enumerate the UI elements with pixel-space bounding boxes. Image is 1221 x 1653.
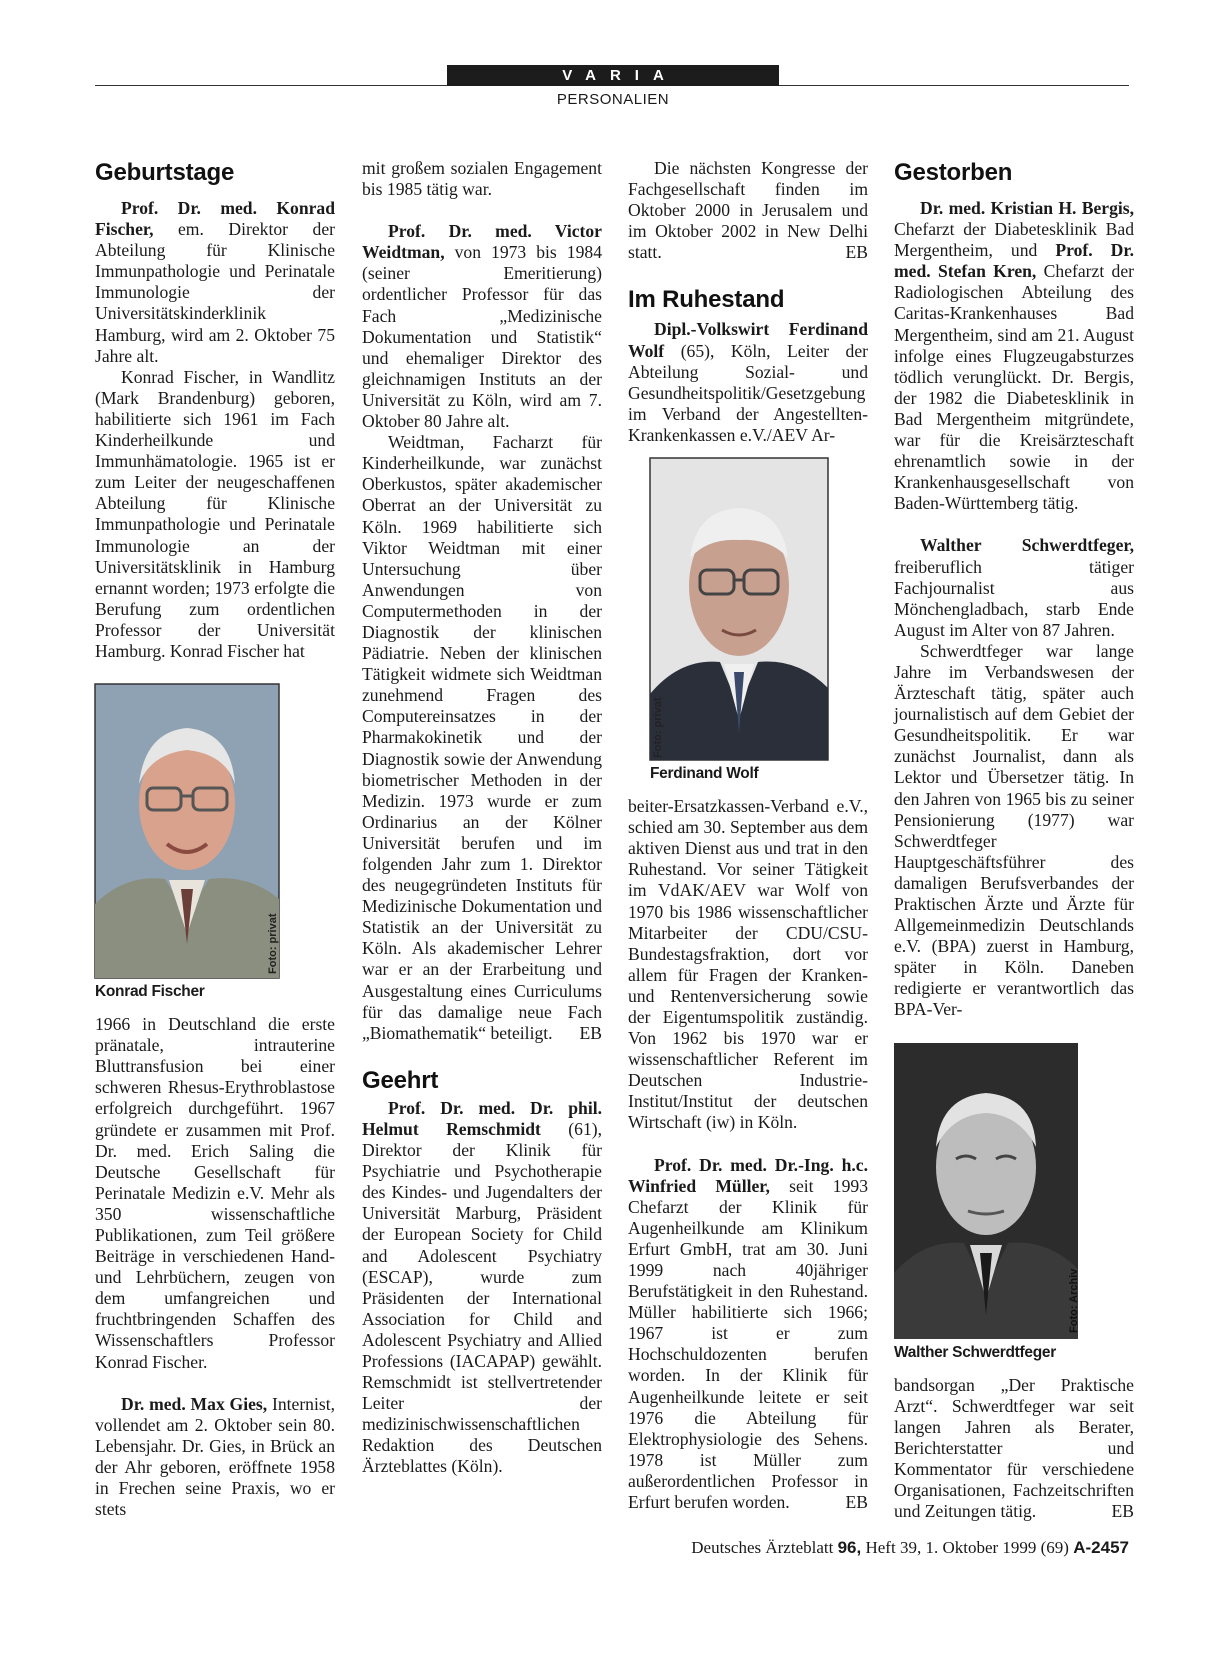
text-gies-1: Internist, vollendet am 2. Oktober sein 80. Lebensjahr. Dr. Gies, in Brück an der Ahr geboren, eröffnete 1958 in Frechen seine Praxis, wo er stets: [95, 1393, 335, 1520]
person-name-mueller: Prof. Dr. med. Dr.-Ing. h.c. Winfried Müller,: [628, 1154, 868, 1196]
text-mueller-1: seit 1993 Chefarzt der Klinik für Augenheilkunde am Klinikum Erfurt GmbH, trat am 30. Juni 1999 nach 40jähriger Berufstätigkeit in den Ruhestand. Müller habilitierte sich 1966; 1967 ist er zum Hochschuldozenten berufen worden. In der Klinik für Augenheilkunde leitete er seit 1976 die Abteilung für Elektrophysiologie des Sehens. 1978 ist Müller zum außerordentlichen Professor in Erfurt berufen worden.: [628, 1175, 868, 1513]
paragraph-fischer-bio: Konrad Fischer, in Wandlitz (Mark Brandenburg) geboren, habilitierte sich 1961 im Fach Kinderheilkunde und Immunhämatologie. 1965 ist er zum Leiter der neugeschaffenen Abteilung für Klinische Immunpathologie und Perinatale Immunologie an der Universitätsklinik in Hamburg ernannt worden; 1973 erfolgte die Berufung zum ordentlichen Professor der Universität Hamburg. Konrad Fischer hat: [95, 366, 335, 661]
photo-credit: Foto: privat: [267, 913, 279, 975]
author-signature: EB: [845, 242, 868, 263]
journal-issue: Heft 39, 1. Oktober 1999 (69): [861, 1538, 1074, 1557]
paragraph-gies: [95, 1394, 335, 1521]
page-number: A-2457: [1073, 1538, 1129, 1557]
paragraph-kongresse: [628, 158, 868, 263]
photo-credit: Foto: privat: [652, 697, 664, 759]
text-fischer-1: em. Direktor der Abteilung für Klinische Immunpathologie und Perinatale Immunologie der Universitätskinderklinik Hamburg, wird am 2. Oktober 75 Jahre alt.: [95, 219, 335, 366]
paragraph-weidtman-bio: [362, 432, 602, 1044]
text-schwerdtfeger-3: bandsorgan „Der Praktische Arzt“. Schwerdtfeger war seit langen Jahren als Berater, Berichterstatter und Kommentator für verschiedene Organisationen, Fachzeitschriften und Zeitungen tätig.: [894, 1374, 1134, 1522]
photo-caption: Ferdinand Wolf: [650, 765, 759, 783]
text-wolf-1: (65), Köln, Leiter der Abteilung Sozial- und Gesundheitspolitik/Gesetzgebung im Verband der Angestellten-Krankenkassen e.V./AEV Ar-: [628, 340, 868, 445]
photo-credit: Foto: Archiv: [1068, 1268, 1080, 1333]
paragraph-bergis-kren: [894, 198, 1134, 514]
text-schwerdtfeger-1: freiberuflich tätiger Fachjournalist aus Mönchengladbach, starb Ende August im Alter von 87 Jahren.: [894, 556, 1134, 640]
person-name-bergis: Dr. med. Kristian H. Bergis,: [920, 198, 1134, 218]
person-name-wolf: Dipl.-Volkswirt Ferdinand Wolf: [628, 319, 868, 361]
heading-im-ruhestand: Im Ruhestand: [628, 286, 785, 314]
person-name-schwerdtfeger: Walther Schwerdtfeger,: [920, 535, 1134, 556]
person-name-gies: Dr. med. Max Gies,: [121, 1393, 268, 1414]
paragraph-wolf-cont: beiter-Ersatzkassen-Verband e.V., schied am 30. September aus dem aktiven Dienst aus und trat in den Ruhestand. Vor seiner Tätigkeit im VdAK/AEV war Wolf von 1970 bis 1986 wissenschaftlicher Mitarbeiter der CDU/CSU-Bundestagsfraktion, dort vor allem für Fragen der Kranken- und Rentenversicherung sowie der Eigentumspolitik zuständig. Von 1962 bis 1970 war er wissenschaftlicher Referent im Deutschen Industrie-Institut/Institut der deutschen Wirtschaft (iw) in Köln.: [628, 796, 868, 1133]
person-name-fischer: Prof. Dr. med. Konrad Fischer,: [95, 198, 335, 240]
column-4: [894, 158, 1134, 1522]
text-kongresse: Die nächsten Kongresse der Fachgesellschaft finden im Oktober 2000 in Jerusalem und im Oktober 2002 in New Delhi statt.: [628, 158, 868, 263]
page-footer: [691, 1538, 1129, 1558]
text-weidtman-2: Weidtman, Facharzt für Kinderheilkunde, war zunächst Oberkustos, später akademischer Oberrat an der Universität zu Köln. 1969 habilitierte sich Viktor Weidtman mit einer Untersuchung über Anwendungen von Computermethoden in der Diagnostik der klinischen Pädiatrie. Neben der klinischen Tätigkeit widmete sich Weidtman zunehmend Fragen des Computereinsatzes in der Pharmakokinetik und der Diagnostik sowie der Anwendung biometrischer Methoden in der Medizin. 1973 wurde er zum Ordinarius an der Kölner Universität berufen und im folgenden Jahr zum 1. Direktor des neugegründeten Instituts für Medizinische Dokumentation und Statistik an der Universität zu Köln. Als akademischer Lehrer war er an der Erarbeitung und Ausgestaltung eines Curriculums für das damalige neue Fach „Biomathematik“ beteiligt.: [362, 432, 602, 1043]
heading-geburtstage: Geburtstage: [95, 159, 235, 186]
column-2: [362, 158, 602, 1478]
text-bergis-1: Chefarzt der Diabetesklinik Bad Mergentheim, und: [894, 219, 1134, 261]
paragraph-mueller: [628, 1155, 868, 1514]
photo-caption: Walther Schwerdtfeger: [894, 1343, 1056, 1361]
text-bergis-2: Chefarzt der Radiologischen Abteilung des Caritas-Krankenhauses Bad Mergentheim, sind am 21. August infolge eines Flugzeugabsturzes tödlich verunglückt. Dr. Bergis, der 1982 die Diabetesklinik in Bad Mergentheim mitgründete, war für die Kreisärzteschaft ehrenamtlich sowie in der Krankenhausgesellschaft von Baden-Württemberg tätig.: [894, 261, 1134, 514]
journal-name: Deutsches Ärzteblatt: [691, 1538, 838, 1557]
photo-ferdinand-wolf: [650, 458, 828, 760]
section-label: VARIA: [447, 65, 779, 86]
paragraph-fischer-cont: 1966 in Deutschland die erste pränatale, intrauterine Bluttransfusion bei einer schweren Rhesus-Erythroblastose erfolgreich durchgeführt. 1967 gründete er zusammen mit Prof. Dr. med. Erich Saling die Deutsche Gesellschaft für Perinatale Medizin e.V. Mehr als 350 wissenschaftliche Publikationen, zum Teil größere Beiträge in verschiedenen Hand- und Lehrbüchern, zeugen von dem umfangreichen und fruchtbringenden Schaffen des Wissenschaftlers Professor Konrad Fischer.: [95, 1014, 335, 1372]
person-name-weidtman: Prof. Dr. med. Victor Weidtman,: [362, 221, 602, 263]
text-remschmidt-1: (61), Direktor der Klinik für Psychiatrie und Psychotherapie des Kindes- und Jugendalters der Universität Marburg, Präsident der European Society for Child and Adolescent Psychiatry (ESCAP), wurde zum Präsidenten der International Association for Child and Adolescent Psychiatry and Allied Professions (IACAPAP) gewählt. Remschmidt ist stellvertretender Leiter der medizinischwissenschaftlichen Redaktion des Deutschen Ärzteblattes (Köln).: [362, 1118, 602, 1477]
heading-geehrt: Geehrt: [362, 1066, 439, 1094]
portrait-image: [894, 1043, 1078, 1339]
paragraph-schwerdtfeger-cont: [894, 1375, 1134, 1523]
text-weidtman-1: von 1973 bis 1984 (seiner Emeritierung) ordentlicher Professor für das Fach „Medizinische Dokumentation und Statistik“ und ehemaliger Direktor des gleichnamigen Instituts an der Universität zu Köln, wird am 7. Oktober 80 Jahre alt.: [362, 242, 602, 432]
photo-caption: Konrad Fischer: [95, 983, 205, 1001]
paragraph-wolf-intro: [628, 319, 868, 446]
column-1: [95, 158, 335, 1520]
subsection-label: PERSONALIEN: [556, 91, 670, 108]
portrait-image: [95, 684, 279, 978]
person-name-remschmidt: Prof. Dr. med. Dr. phil. Helmut Remschmidt: [362, 1097, 602, 1139]
author-signature: EB: [845, 1492, 868, 1513]
column-3: [628, 158, 868, 1513]
paragraph-schwerdtfeger-intro: [894, 535, 1134, 640]
paragraph-gies-cont: mit großem sozialen Engagement bis 1985 tätig war.: [362, 158, 602, 200]
person-name-kren: Prof. Dr. med. Stefan Kren,: [894, 240, 1134, 282]
portrait-image: [650, 458, 828, 760]
photo-konrad-fischer: [95, 684, 279, 978]
author-signature: EB: [579, 1022, 602, 1043]
paragraph-weidtman-intro: [362, 221, 602, 432]
photo-walther-schwerdtfeger: [894, 1043, 1078, 1339]
paragraph-schwerdtfeger-bio: Schwerdtfeger war lange Jahre im Verbandswesen der Ärzteschaft tätig, später auch journalistisch auf dem Gebiet der Gesundheitspolitik. Er war zunächst Journalist, dann als Lektor und Übersetzer tätig. In den Jahren von 1965 bis zu seiner Pensionierung (1977) war Schwerdtfeger Hauptgeschäftsführer des damaligen Berufsverbandes der Praktischen Ärzte und Ärzte für Allgemeinmedizin Deutschlands e.V. (BPA) zuerst in Hamburg, später in Köln. Daneben redigierte er verantwortlich das BPA-Ver-: [894, 640, 1134, 1020]
paragraph-remschmidt: [362, 1098, 602, 1478]
journal-volume: 96,: [837, 1538, 862, 1557]
paragraph-fischer-intro: [95, 198, 335, 367]
author-signature: EB: [1111, 1501, 1134, 1522]
heading-gestorben: Gestorben: [894, 159, 1013, 186]
